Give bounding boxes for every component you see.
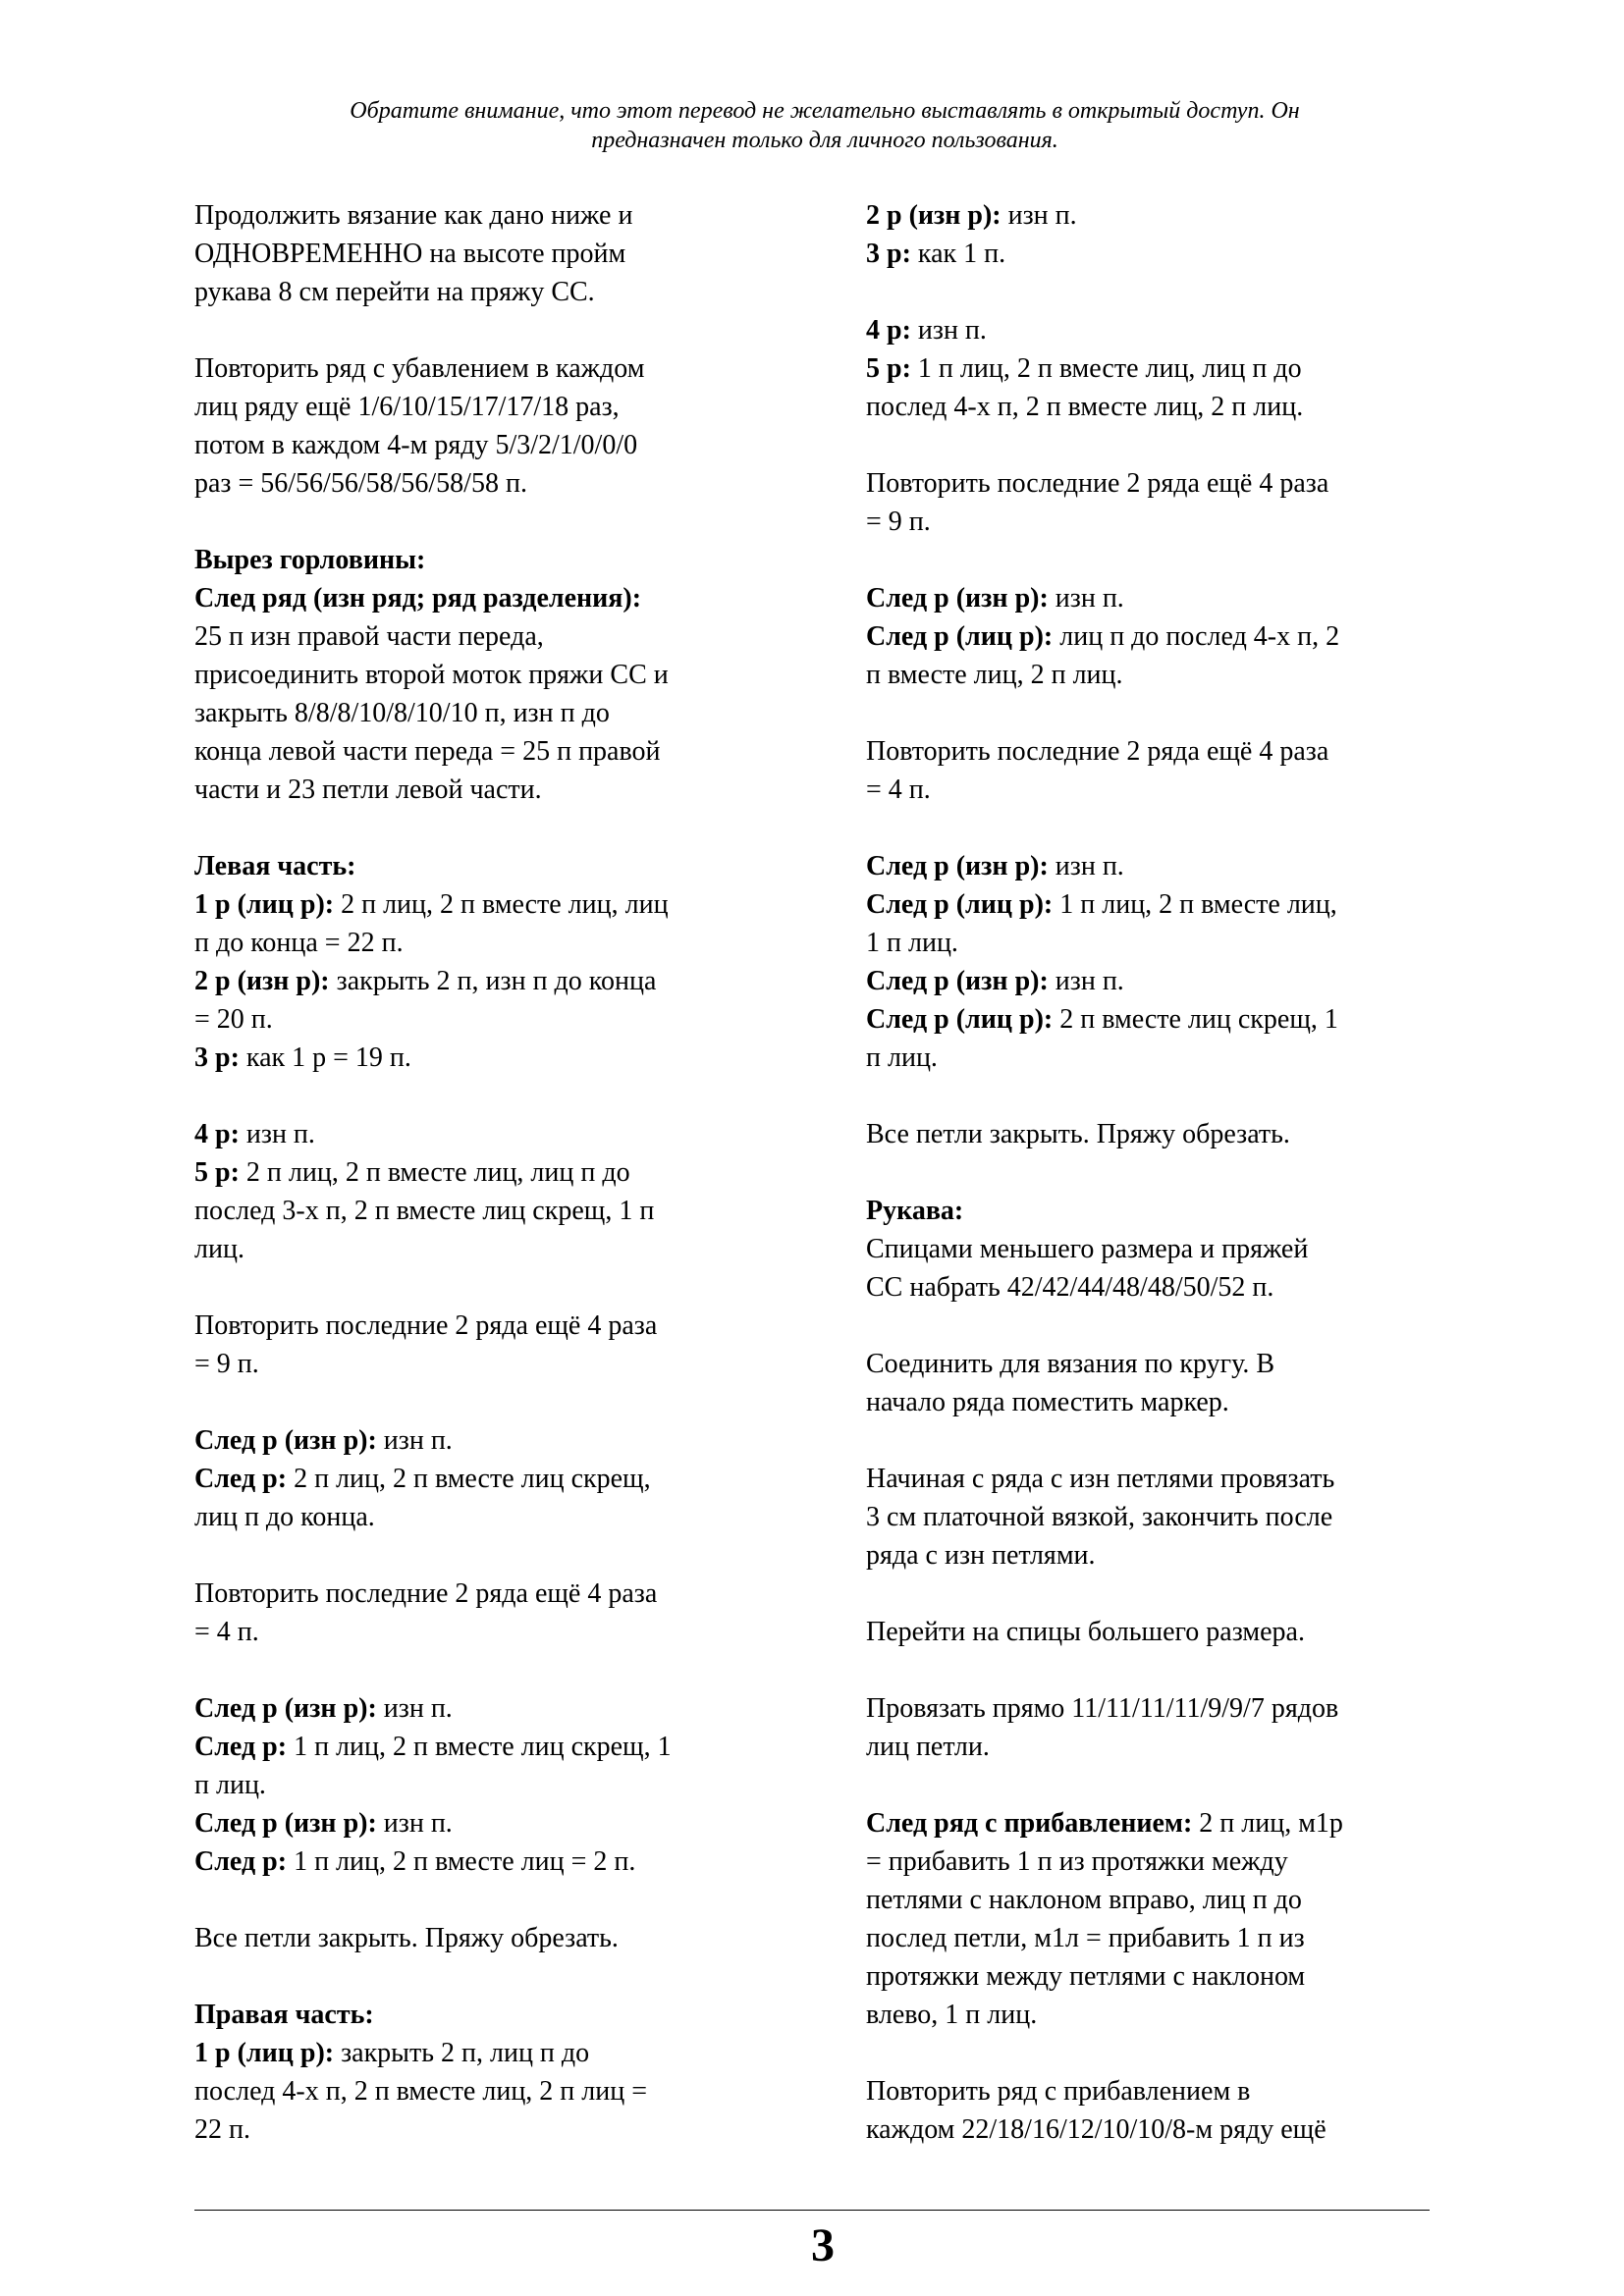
line-text: Все петли закрыть. Пряжу обрезать. [194,1923,619,1953]
header-notice-line-2: предназначен только для личного пользования. [591,128,1058,153]
line-text: п до конца = 22 п. [194,928,404,958]
text-line [194,1345,803,1383]
right-column [866,196,1455,2187]
text-line [866,503,1455,541]
line-text: = прибавить 1 п из протяжки между [866,1846,1288,1877]
line-text: послед 4-х п, 2 п вместе лиц, 2 п лиц = [194,2076,648,2107]
line-text: 1 п лиц, 2 п вместе лиц, лиц п до [910,353,1302,384]
text-line [866,1192,1455,1230]
text-line [194,771,803,809]
line-text: потом в каждом 4-м ряду 5/3/2/1/0/0/0 [194,430,638,460]
left-column-paragraph [194,1307,803,1383]
line-text: п лиц. [194,1770,266,1800]
bold-label: След ряд (изн ряд; ряд разделения): [194,583,642,614]
right-column-paragraph [866,311,1455,426]
line-text: 2 п лиц, 2 п вместе лиц, лиц п до [239,1157,630,1188]
line-text: послед петли, м1л = прибавить 1 п из [866,1923,1305,1953]
line-text: как 1 р = 19 п. [239,1042,411,1073]
right-column-paragraph [866,732,1455,809]
line-text: Повторить последние 2 ряда ещё 4 раза [866,736,1329,767]
header-notice-line-1: Обратите внимание, что этот перевод не желательно выставлять в открытый доступ. Он [350,98,1300,124]
line-text: 1 п лиц, 2 п вместе лиц = 2 п. [287,1846,636,1877]
text-line [866,1345,1455,1383]
right-column-paragraph [866,2072,1455,2149]
bold-label: След р (изн р): [194,1808,377,1839]
text-line [866,2072,1455,2110]
bold-label: Вырез горловины: [194,545,426,575]
line-text: = 20 п. [194,1004,273,1035]
left-column-paragraph [194,196,803,311]
line-text: = 9 п. [194,1349,259,1379]
bold-label: 2 р (изн р): [866,200,1001,231]
line-text: раз = 56/56/56/58/56/58/58 п. [194,468,527,499]
text-line [194,1842,803,1881]
text-line [194,1230,803,1268]
text-line [866,1000,1455,1039]
right-column-paragraph [866,1460,1455,1575]
bold-label: 4 р: [866,315,911,346]
text-line [194,1728,803,1766]
text-line [194,426,803,464]
bold-label: След р: [194,1464,288,1494]
line-text: Соединить для вязания по кругу. В [866,1349,1275,1379]
line-text: 22 п. [194,2114,250,2145]
text-line [194,1575,803,1613]
bold-label: След р: [194,1732,288,1762]
line-text: изн п. [239,1119,315,1149]
bold-label: След р (изн р): [866,851,1049,881]
page-number: 3 [811,2219,835,2271]
right-column-paragraph [866,196,1455,273]
bold-label: 3 р: [194,1042,240,1073]
line-text: изн п. [1001,200,1077,231]
line-text: 2 п лиц, м1р [1192,1808,1343,1839]
bold-label: 1 р (лиц р): [194,889,335,920]
text-line [194,885,803,924]
line-text: ряда с изн петлями. [866,1540,1096,1571]
text-line [866,1804,1455,1842]
line-text: как 1 п. [910,239,1006,269]
line-text: Перейти на спицы большего размера. [866,1617,1305,1647]
bold-label: След ряд с прибавлением: [866,1808,1193,1839]
text-line [866,235,1455,273]
bold-label: След р (лиц р): [866,889,1054,920]
bold-label: 5 р: [866,353,911,384]
line-text: Повторить последние 2 ряда ещё 4 раза [194,1578,658,1609]
line-text: лиц петли. [866,1732,990,1762]
text-line [866,1613,1455,1651]
bold-label: 3 р: [866,239,911,269]
text-line [866,885,1455,924]
line-text: 2 п вместе лиц скрещ, 1 [1053,1004,1338,1035]
line-text: влево, 1 п лиц. [866,2000,1038,2030]
bold-label: 1 р (лиц р): [194,2038,335,2068]
text-line [194,1996,803,2034]
left-column-paragraph [194,1689,803,1881]
text-line [866,1536,1455,1575]
text-line [866,311,1455,349]
line-text: закрыть 2 п, лиц п до [334,2038,590,2068]
text-line [194,1919,803,1957]
right-column-paragraph [866,1345,1455,1421]
text-line [194,924,803,962]
text-line [866,962,1455,1000]
line-text: Продолжить вязание как дано ниже и [194,200,633,231]
text-line [194,1000,803,1039]
line-text: части и 23 петли левой части. [194,774,542,805]
bold-label: Рукава: [866,1196,964,1226]
line-text: каждом 22/18/16/12/10/10/8-м ряду ещё [866,2114,1326,2145]
line-text: петлями с наклоном вправо, лиц п до [866,1885,1302,1915]
text-line [866,1842,1455,1881]
footer-divider [194,2210,1430,2211]
text-line [866,1728,1455,1766]
bold-label: След р (лиц р): [866,621,1054,652]
text-line [194,694,803,732]
line-text: изн п. [376,1808,453,1839]
line-text: 1 п лиц, 2 п вместе лиц скрещ, 1 [287,1732,672,1762]
line-text: = 4 п. [194,1617,259,1647]
line-text: 25 п изн правой части переда, [194,621,544,652]
line-text: конца левой части переда = 25 п правой [194,736,661,767]
text-line [866,1460,1455,1498]
right-column-paragraph [866,1689,1455,1766]
bold-label: След р: [194,1846,288,1877]
line-text: п вместе лиц, 2 п лиц. [866,660,1123,690]
bold-label: 2 р (изн р): [194,966,330,996]
text-line [866,2110,1455,2149]
left-column-paragraph [194,1919,803,1957]
text-line [194,1307,803,1345]
text-line [866,1383,1455,1421]
line-text: Провязать прямо 11/11/11/11/9/9/7 рядов [866,1693,1339,1724]
text-line [194,656,803,694]
left-column-paragraph [194,847,803,1077]
line-text: СС набрать 42/42/44/48/48/50/52 п. [866,1272,1274,1303]
text-line [194,388,803,426]
text-line [866,1881,1455,1919]
text-line [866,388,1455,426]
text-line [866,732,1455,771]
line-text: Повторить последние 2 ряда ещё 4 раза [194,1310,658,1341]
line-text: изн п. [1048,583,1124,614]
text-line [194,2034,803,2072]
bold-label: 5 р: [194,1157,240,1188]
line-text: Повторить ряд с прибавлением в [866,2076,1251,2107]
text-line [194,1192,803,1230]
text-line [866,617,1455,656]
text-line [866,847,1455,885]
line-text: = 9 п. [866,507,931,537]
text-line [194,1039,803,1077]
text-line [194,1766,803,1804]
left-column [194,196,803,2187]
line-text: изн п. [376,1425,453,1456]
text-line [866,1689,1455,1728]
text-line [194,273,803,311]
line-text: изн п. [1048,966,1124,996]
text-line [194,1460,803,1498]
line-text: 2 п лиц, 2 п вместе лиц, лиц [334,889,669,920]
right-column-paragraph [866,464,1455,541]
text-line [194,579,803,617]
left-column-paragraph [194,349,803,503]
bold-label: След р (изн р): [194,1425,377,1456]
line-text: п лиц. [866,1042,938,1073]
text-line [194,196,803,235]
line-text: изн п. [1048,851,1124,881]
line-text: = 4 п. [866,774,931,805]
text-line [866,924,1455,962]
line-text: закрыть 2 п, изн п до конца [329,966,657,996]
line-text: рукава 8 см перейти на пряжу СС. [194,277,595,307]
bold-label: След р (изн р): [194,1693,377,1724]
text-line [866,1039,1455,1077]
text-line [866,349,1455,388]
text-line [194,962,803,1000]
bold-label: Левая часть: [194,851,356,881]
line-text: Начиная с ряда с изн петлями провязать [866,1464,1335,1494]
left-column-paragraph [194,1575,803,1651]
line-text: 1 п лиц. [866,928,958,958]
text-line [866,464,1455,503]
text-line [194,541,803,579]
text-line [866,1957,1455,1996]
line-text: послед 3-х п, 2 п вместе лиц скрещ, 1 п [194,1196,655,1226]
text-line [194,1498,803,1536]
text-line [866,196,1455,235]
line-text: лиц ряду ещё 1/6/10/15/17/17/18 раз, [194,392,620,422]
text-line [194,464,803,503]
text-line [194,1804,803,1842]
line-text: лиц. [194,1234,244,1264]
left-column-paragraph [194,1996,803,2149]
bold-label: След р (изн р): [866,966,1049,996]
text-line [866,1498,1455,1536]
left-column-paragraph [194,1421,803,1536]
line-text: Повторить ряд с убавлением в каждом [194,353,645,384]
page-header [147,96,1502,155]
text-line [866,771,1455,809]
bold-label: Правая часть: [194,2000,374,2030]
line-text: 1 п лиц, 2 п вместе лиц, [1053,889,1337,920]
line-text: Все петли закрыть. Пряжу обрезать. [866,1119,1290,1149]
text-line [866,1115,1455,1153]
text-line [866,1268,1455,1307]
text-line [194,617,803,656]
line-text: изн п. [376,1693,453,1724]
text-line [194,1421,803,1460]
text-line [194,1153,803,1192]
line-text: лиц п до послед 4-х п, 2 [1053,621,1340,652]
line-text: присоединить второй моток пряжи СС и [194,660,669,690]
line-text: ОДНОВРЕМЕННО на высоте пройм [194,239,626,269]
line-text: Повторить последние 2 ряда ещё 4 раза [866,468,1329,499]
text-line [194,1115,803,1153]
right-column-paragraph [866,847,1455,1077]
line-text: изн п. [910,315,987,346]
text-line [194,2110,803,2149]
bold-label: След р (лиц р): [866,1004,1054,1035]
text-line [194,235,803,273]
bold-label: След р (изн р): [866,583,1049,614]
line-text: 2 п лиц, 2 п вместе лиц скрещ, [287,1464,651,1494]
right-column-paragraph [866,579,1455,694]
line-text: протяжки между петлями с наклоном [866,1961,1306,1992]
right-column-paragraph [866,1115,1455,1153]
line-text: лиц п до конца. [194,1502,375,1532]
text-line [866,579,1455,617]
text-line [866,1996,1455,2034]
text-line [194,1613,803,1651]
line-text: закрыть 8/8/8/10/8/10/10 п, изн п до [194,698,610,728]
right-column-paragraph [866,1192,1455,1307]
left-column-paragraph [194,541,803,809]
text-line [866,1919,1455,1957]
line-text: Спицами меньшего размера и пряжей [866,1234,1309,1264]
text-line [866,1230,1455,1268]
right-column-paragraph [866,1613,1455,1651]
line-text: 3 см платочной вязкой, закончить после [866,1502,1333,1532]
line-text: послед 4-х п, 2 п вместе лиц, 2 п лиц. [866,392,1304,422]
text-line [194,847,803,885]
text-line [194,1689,803,1728]
text-line [194,349,803,388]
right-column-paragraph [866,1804,1455,2034]
left-column-paragraph [194,1115,803,1268]
text-line [194,2072,803,2110]
bold-label: 4 р: [194,1119,240,1149]
text-line [866,656,1455,694]
line-text: начало ряда поместить маркер. [866,1387,1229,1417]
text-line [194,732,803,771]
